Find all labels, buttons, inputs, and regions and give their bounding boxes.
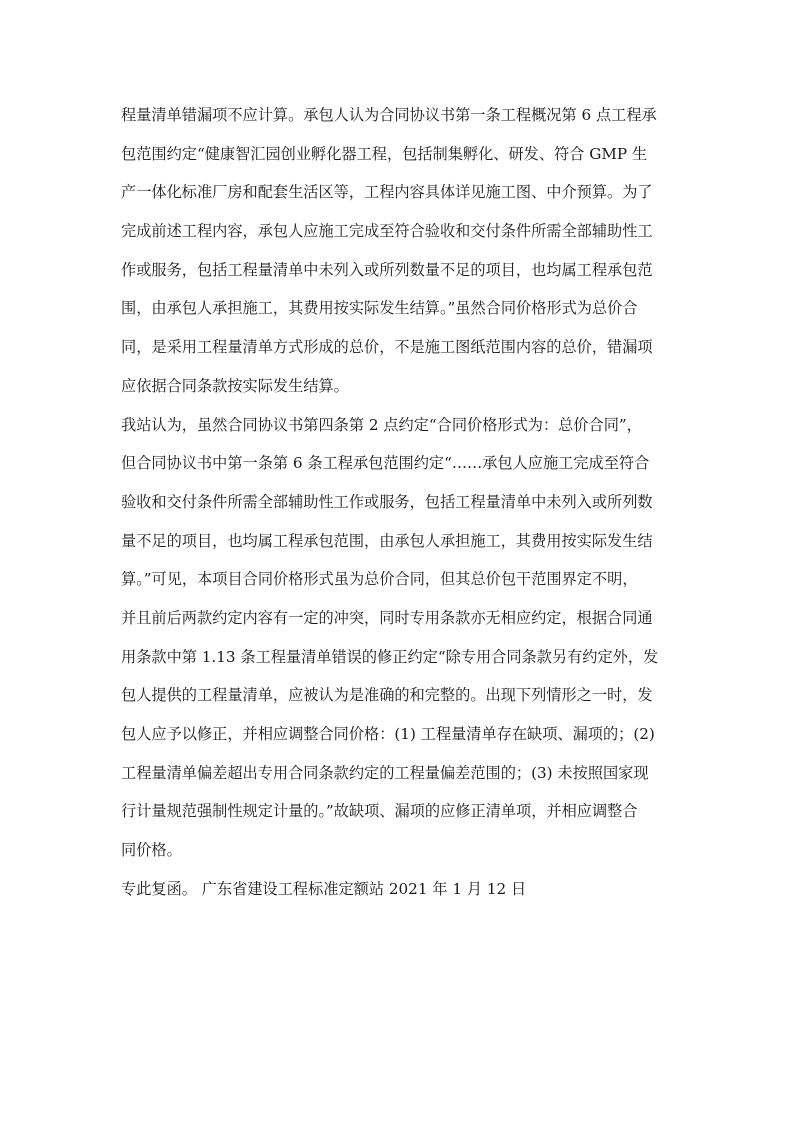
closing-line: 专此复函。 广东省建设工程标准定额站 2021 年 1 月 12 日 [121,879,527,898]
text-line: 完成前述工程内容，承包人应施工完成至符合验收和交付条件所需全部辅助性工 [121,222,653,241]
text-line: 产一体化标准厂房和配套生活区等，工程内容具体详见施工图、中介预算。为了 [121,183,653,202]
text-line: 用条款中第 1.13 条工程量清单错误的修正约定“除专用合同条款另有约定外，发 [121,647,659,666]
text-line: 应依据合同条款按实际发生结算。 [121,376,349,395]
text-line: 量不足的项目，也均属工程承包范围，由承包人承担施工，其费用按实际发生结 [121,531,653,550]
text-line: 包范围约定“健康智汇园创业孵化器工程，包括制集孵化、研发、符合 GMP 生 [121,144,648,163]
text-line: 围，由承包人承担施工，其费用按实际发生结算。”虽然合同价格形式为总价合 [121,299,638,318]
text-line: 但合同协议书中第一条第 6 条工程承包范围约定“……承包人应施工完成至符合 [121,454,650,473]
text-line: 同，是采用工程量清单方式形成的总价，不是施工图纸范围内容的总价，错漏项 [121,338,653,357]
text-line: 工程量清单偏差超出专用合同条款约定的工程量偏差范围的；(3) 未按照国家现 [121,763,649,782]
text-line: 包人应予以修正，并相应调整合同价格：(1) 工程量清单存在缺项、漏项的；(2) [121,725,655,743]
text-line: 行计量规范强制性规定计量的。”故缺项、漏项的应修正清单项，并相应调整合 [121,802,638,821]
text-line: 作或服务，包括工程量清单中未列入或所列数量不足的项目，也均属工程承包范 [121,260,653,279]
text-line: 同价格。 [121,841,182,860]
paragraph-argument [121,96,683,406]
document-body [121,96,683,908]
text-line: 包人提供的工程量清单，应被认为是准确的和完整的。出现下列情形之一时，发 [121,686,653,705]
text-line: 并且前后两款约定内容有一定的冲突，同时专用条款亦无相应约定，根据合同通 [121,608,653,627]
text-line: 我站认为，虽然合同协议书第四条第 2 点约定“合同价格形式为：总价合同”， [121,415,642,434]
paragraph-opinion [121,406,683,870]
paragraph-closing [121,870,683,909]
text-line: 算。”可见，本项目合同价格形式虽为总价合同，但其总价包干范围界定不明， [121,570,638,589]
text-line: 验收和交付条件所需全部辅助性工作或服务，包括工程量清单中未列入或所列数 [121,492,653,511]
text-line: 程量清单错漏项不应计算。承包人认为合同协议书第一条工程概况第 6 点工程承 [121,106,657,124]
